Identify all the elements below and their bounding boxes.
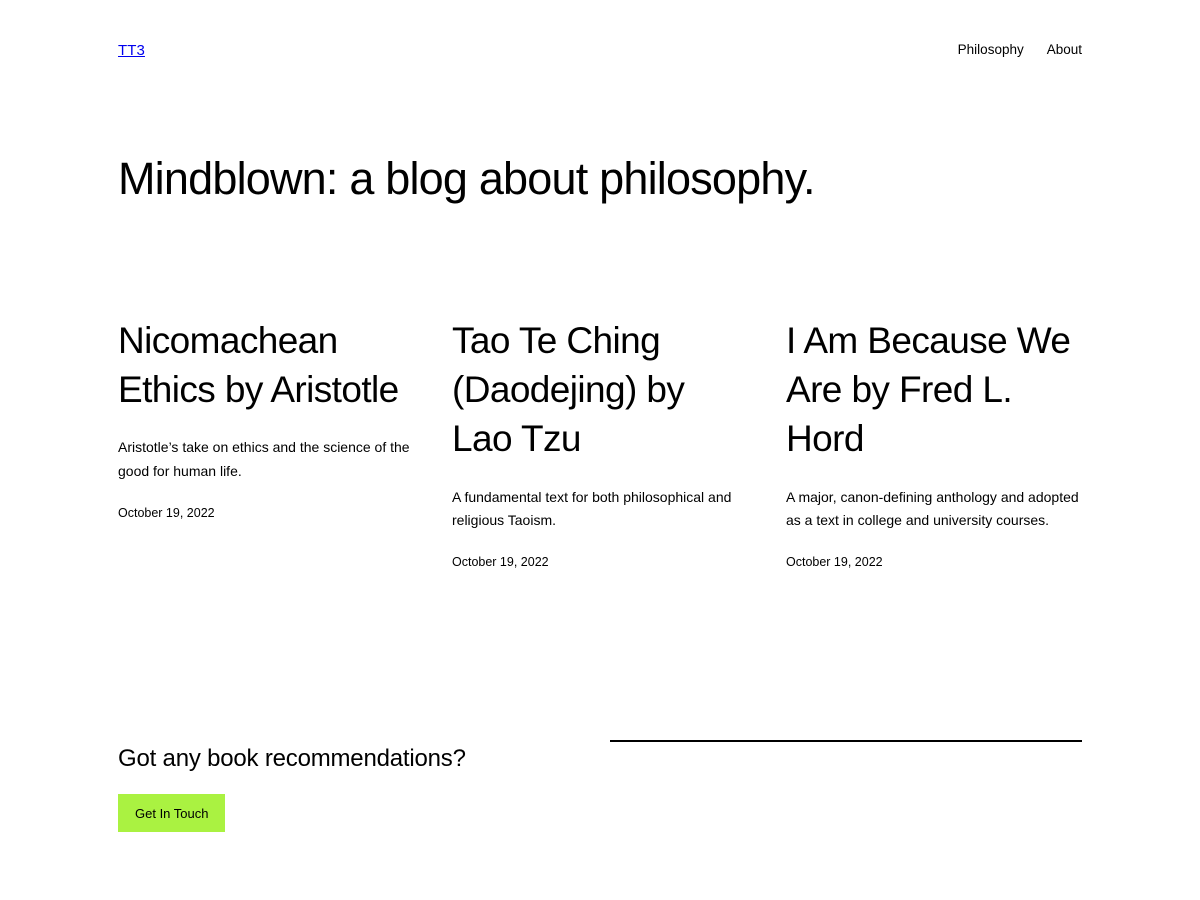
divider bbox=[610, 740, 1082, 742]
nav-item-about[interactable]: About bbox=[1046, 42, 1082, 58]
post-excerpt: A major, canon-defining anthology and adopted as a text in college and university courses. bbox=[786, 488, 1079, 528]
site-title[interactable]: TT3 bbox=[118, 41, 145, 59]
post-excerpt: A fundamental text for both philosophical and religious Taoism. bbox=[452, 488, 732, 528]
post-grid bbox=[118, 316, 1082, 568]
page-title: Mindblown: a blog about philosophy. bbox=[118, 153, 815, 204]
post-date: October 19, 2022 bbox=[786, 554, 883, 569]
post-excerpt: Aristotle’s take on ethics and the science of the good for human life. bbox=[118, 439, 410, 479]
cta-heading: Got any book recommendations? bbox=[118, 745, 466, 772]
post-title[interactable]: Tao Te Ching (Daodejing) by Lao Tzu bbox=[452, 320, 685, 460]
post-card[interactable] bbox=[118, 316, 414, 568]
nav-item-philosophy[interactable]: Philosophy bbox=[957, 42, 1024, 58]
post-title[interactable]: Nicomachean Ethics by Aristotle bbox=[118, 320, 399, 411]
post-date: October 19, 2022 bbox=[452, 554, 549, 569]
get-in-touch-button[interactable]: Get In Touch bbox=[118, 794, 225, 832]
hero-section bbox=[118, 152, 1082, 205]
post-date: October 19, 2022 bbox=[118, 505, 215, 520]
post-card[interactable] bbox=[452, 316, 748, 568]
post-title[interactable]: I Am Because We Are by Fred L. Hord bbox=[786, 320, 1071, 460]
site-header bbox=[118, 36, 1082, 64]
post-card[interactable] bbox=[786, 316, 1082, 568]
primary-nav bbox=[958, 43, 1082, 57]
